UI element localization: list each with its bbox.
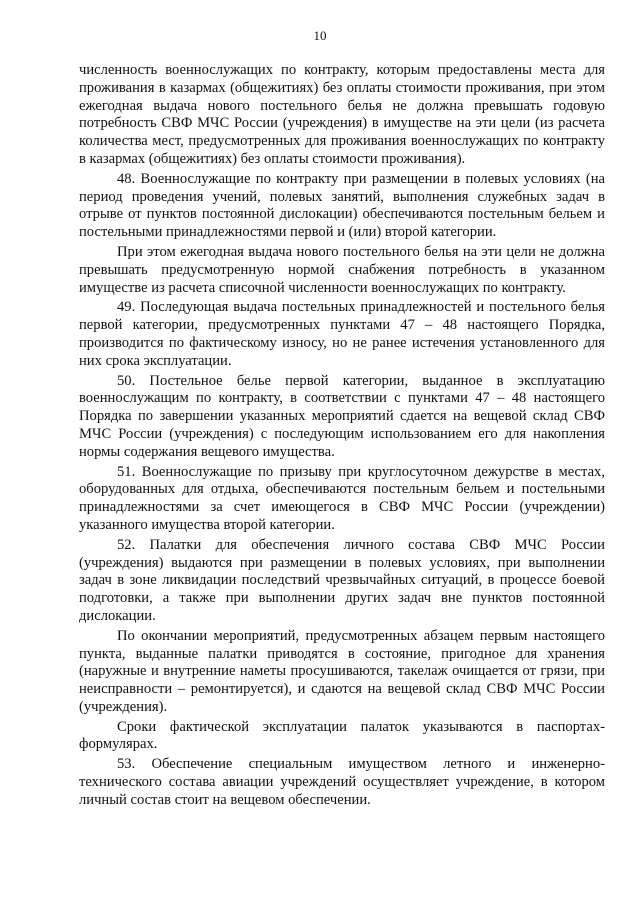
paragraph-item-50: 50. Постельное белье первой категории, выданное в эксплуатацию военнослужащим по контракту, в соответствии с пунктами 47 – 48 настоящего Порядка по завершении указанных мероприятий сдается на вещевой склад СВФ МЧС России (учреждения) с последующим использованием его для накопления нормы содержания вещевого имущества. (79, 372, 605, 460)
paragraph-continuation: численность военнослужащих по контракту, которым предоставлены места для проживания в казармах (общежитиях) без оплаты стоимости проживания, при этом ежегодная выдача нового постельного белья не должна превышать годовую потребность СВФ МЧС России (учреждения) в имуществе на эти цели (из расчета количества мест, предусмотренных для проживания военнослужащих по контракту в казармах (общежитиях) без оплаты стоимости проживания). (79, 62, 605, 167)
paragraph-item-52-extra-2: Сроки фактической эксплуатации палаток указываются в паспортах-формулярах. (79, 718, 605, 753)
paragraph-item-48-extra: При этом ежегодная выдача нового постельного белья на эти цели не должна превышать предусмотренную нормой снабжения потребность в указанном имуществе из расчета списочной численности военнослужащих по контракту. (79, 243, 605, 296)
page-number: 10 (313, 28, 327, 43)
paragraph-item-52-extra-1: По окончании мероприятий, предусмотренных абзацем первым настоящего пункта, выданные палатки приводятся в состояние, пригодное для хранения (наружные и внутренние наметы просушиваются, такелаж очищается от грязи, при неисправности – ремонтируется), и сдаются на вещевой склад СВФ МЧС России (учреждения). (79, 627, 605, 715)
paragraph-item-52: 52. Палатки для обеспечения личного состава СВФ МЧС России (учреждения) выдаются при размещении в полевых условиях, при выполнении задач в зоне ликвидации последствий чрезвычайных ситуаций, в процессе боевой подготовки, а также при выполнении других задач вне пунктов постоянной дислокации. (79, 536, 605, 624)
paragraph-item-48: 48. Военнослужащие по контракту при размещении в полевых условиях (на период проведения учений, полевых занятий, выполнения служебных задач в отрыве от пунктов постоянной дислокации) обеспечиваются постельным бельем и постельными принадлежностями первой и (или) второй категории. (79, 170, 605, 241)
paragraph-item-49: 49. Последующая выдача постельных принадлежностей и постельного белья первой категории, предусмотренных пунктами 47 – 48 настоящего Порядка, производится по фактическому износу, но не ранее истечения установленного для них срока эксплуатации. (79, 299, 605, 369)
document-body (79, 62, 605, 810)
paragraph-item-51: 51. Военнослужащие по призыву при круглосуточном дежурстве в местах, оборудованных для отдыха, обеспечиваются постельным бельем и постельными принадлежностями за счет имеющегося в СВФ МЧС России (учреждении) указанного имущества второй категории. (79, 463, 605, 533)
paragraph-item-53: 53. Обеспечение специальным имуществом летного и инженерно-технического состава авиации учреждений осуществляет учреждение, в котором личный состав стоит на вещевом обеспечении. (79, 756, 605, 808)
